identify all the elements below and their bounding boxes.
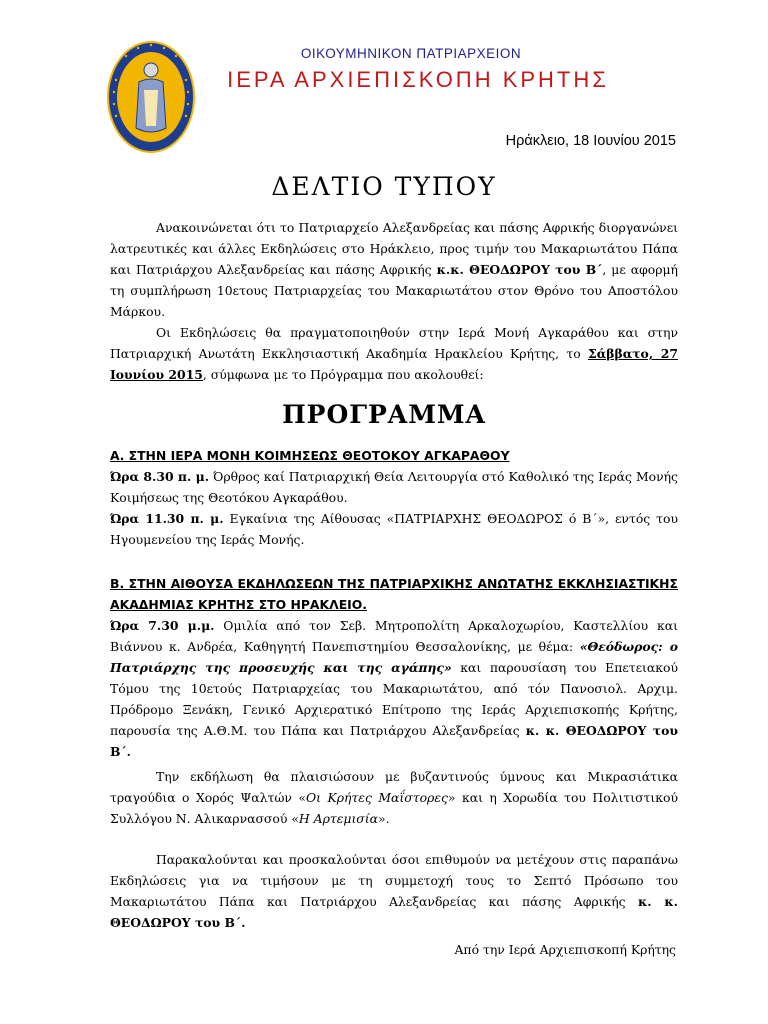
music-group: Η Αρτεμισία [298,811,378,826]
intro-paragraph-2 [110,322,678,385]
intro-p1-end: , με αφορμή τη συμπλήρωση 10ετους Πατριαρχείας του Μακαριωτάτου στον Θρόνο του Αποστόλου Μάρκου. [110,262,678,319]
invitation-paragraph [110,849,678,933]
event-date: Σάββατο, 27 Ιουνίου 2015 [110,346,678,382]
section-a-item-2-time: Ώρα 11.30 π. μ. [110,511,224,526]
intro-p2-text: Οι Εκδηλώσεις θα πραγματοποιηθούν στην Ιερά Μονή Αγκαράθου και στην Πατριαρχική Ανωτάτη Εκκλησιαστική Ακαδημία Ηρακλείου Κρήτης, το [110,325,678,361]
intro-p1-text: Ανακοινώνεται ότι το Πατριαρχείο Αλεξανδρείας και πάσης Αφρικής διοργανώνει λατρευτικές και άλλες Εκδηλώσεις στο Ηράκλειο, προς τιμήν του Μακαριωτάτου Πάπα και Πατριάρχου Αλεξανδρείας και πάσης Αφρικής [110,220,678,277]
document-title: ΔΕΛΤΙΟ ΤΥΠΟΥ [271,172,497,201]
music-text-1: Την εκδήλωση θα πλαισιώσουν με βυζαντινούς ύμνους και Μικρασιάτικα τραγούδια ο Χορός Ψαλτών « [110,769,678,805]
section-a-item-1 [110,466,678,508]
section-a-heading: Α. ΣΤΗΝ ΙΕΡΑ ΜΟΝΗ ΚΟΙΜΗΣΕΩΣ ΘΕΟΤΟΚΟΥ ΑΓΚΑΡΑΘΟΥ [110,448,510,463]
music-paragraph [110,766,678,829]
section-b-item [110,615,678,762]
section-a-items [110,466,678,550]
section-a-item-2-text: Εγκαίνια της Αίθουσας «ΠΑΤΡΙΑΡΧΗΣ ΘΕΟΔΩΡΟΣ ό Β΄», εντός του Ηγουμενείου της Ιεράς Μονής. [110,511,678,547]
invite-bold: κ. κ. ΘΕΟΔΩΡΟΥ του Β΄. [110,894,678,930]
archdiocese-heading: ΙΕΡΑ ΑΡΧΙΕΠΙΣΚΟΠΗ ΚΡΗΤΗΣ [227,67,609,92]
section-b-heading: Β. ΣΤΗΝ ΑΙΘΟΥΣΑ ΕΚΔΗΛΩΣΕΩΝ ΤΗΣ ΠΑΤΡΙΑΡΧΙΚΗΣ ΑΝΩΤΑΤΗΣ ΕΚΚΛΗΣΙΑΣΤΙΚΗΣ ΑΚΑΔΗΜΙΑΣ ΚΡΗΤΗΣ ΣΤΟ ΗΡΑΚΛΕΙΟ. [110,576,678,612]
section-b-item-bold: κ. κ. ΘΕΟΔΩΡΟΥ του Β΄. [110,723,678,759]
section-a-item-1-text: Όρθρος καί Πατριαρχική Θεία Λειτουργία στό Καθολικό της Ιεράς Μονής Κοιμήσεως της Θεοτόκου Αγκαράθου. [110,469,679,505]
music-choir: Οι Κρήτες Μαΐστορες [306,790,448,805]
section-b-item-time: Ώρα 7.30 μ.μ. [110,618,215,633]
lecture-topic: «Θεόδωρος: ο Πατριάρχης της προσευχής και της αγάπης» [110,639,678,675]
invite-text: Παρακαλούνται και προσκαλούνται όσοι επιθυμούν να μετέχουν στις παραπάνω Εκδηλώσεις για να τιμήσουν με τη συμμετοχή τους το Σεπτό Πρόσωπο του Μακαριωτάτου Πάπα και Πατριάρχου Αλεξανδρείας και πάσης Αφρικής [110,852,678,909]
document-date: Ηράκλειο, 18 Ιουνίου 2015 [505,133,676,149]
section-b-item-text-1: Ομιλία από τον Σεβ. Μητροπολίτη Αρκαλοχωρίου, Καστελλίου και Βιάννου κ. Ανδρέα, Καθηγητή Πανεπιστημίου Θεσσαλονίκης, με θέμα: [110,618,678,654]
intro-paragraphs [110,217,678,385]
intro-paragraph-1 [110,217,678,322]
music-text-3: ». [377,811,390,826]
section-a-item-2 [110,508,678,550]
section-a-item-1-time: Ώρα 8.30 π. μ. [110,469,210,484]
program-title: ΠΡΟΓΡΑΜΜΑ [282,400,486,429]
patriarchate-heading: ΟΙΚΟΥΜΗΝΙΚΟΝ ΠΑΤΡΙΑΡΧΕΙΟΝ [300,46,522,61]
signoff: Από την Ιερά Αρχιεπισκοπή Κρήτης [454,942,676,957]
archdiocese-seal [106,40,196,154]
intro-p1-bold: κ.κ. ΘΕΟΔΩΡΟΥ του Β΄ [436,262,603,277]
section-b-item-text-2: και παρουσίαση του Επετειακού Τόμου της 10ετούς Πατριαρχείας του Μακαριωτάτου, από τόν Πανοσιολ. Αρχιμ. Πρόδρομο Ξενάκη, Γενικό Αρχιερατικό Επίτροπο της Ιεράς Αρχιεπισκοπής Κρήτης, παρουσία της Α.Θ.Μ. του Πάπα και Πατριάρχου Αλεξανδρείας [110,660,678,738]
music-text-2: » και η Χορωδία του Πολιτιστικού Συλλόγου Ν. Αλικαρνασσού « [110,790,678,826]
intro-p2-end: , σύμφωνα με το Πρόγραμμα που ακολουθεί: [202,367,484,382]
